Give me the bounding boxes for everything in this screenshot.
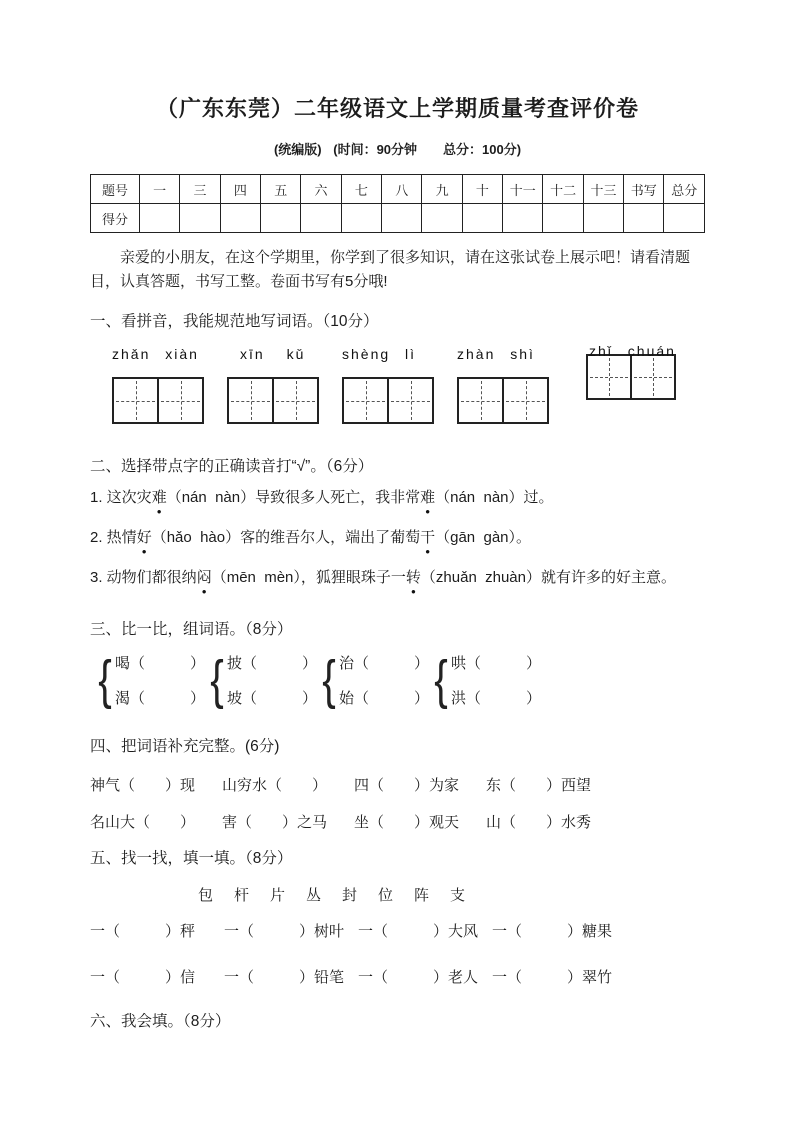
section5-heading: 五、找一找，填一填。（8分） [90, 850, 293, 867]
score-table-cell: 书写 [624, 175, 664, 204]
score-blank-cell [341, 204, 381, 233]
score-blank-cell [462, 204, 502, 233]
compare-word: 坡（ ） [227, 690, 318, 707]
brace-glyph [322, 651, 336, 709]
compare-word: 披（ ） [227, 655, 318, 672]
measure-blank: 一（ ）树叶 [224, 923, 345, 940]
measure-blank: 一（ ）信 [90, 969, 196, 986]
brace-group-2 [208, 651, 320, 709]
idiom-blank: 四（ ）为家 [354, 777, 460, 794]
section4-heading: 四、把词语补充完整。(6分) [90, 738, 280, 755]
score-table-cell: 五 [261, 175, 301, 204]
idiom-blank: 东（ ）西望 [486, 777, 592, 794]
writing-cell [588, 356, 630, 398]
pinyin-group-1 [112, 346, 204, 424]
writing-grid [112, 377, 204, 424]
sentence-text: （zhuǎn zhuàn）就有许多的好主意。 [420, 569, 676, 586]
question-item-1 [90, 479, 705, 516]
idiom-blank: 害（ ）之马 [222, 814, 328, 831]
measure-blank: 一（ ）糖果 [492, 923, 613, 940]
score-table-header-row [91, 175, 705, 204]
dotted-char: 转 [405, 569, 421, 586]
score-blank-cell [180, 204, 220, 233]
section2-heading: 二、选择带点字的正确读音打“√”。（6分） [90, 458, 374, 475]
page-title: （广东东莞）二年级语文上学期质量考查评价卷 [155, 96, 639, 121]
writing-cell [344, 379, 387, 422]
measure-blank: 一（ ）老人 [358, 969, 479, 986]
measure-blank: 一（ ）秤 [90, 923, 196, 940]
score-table [90, 174, 705, 233]
writing-cell [630, 356, 674, 398]
score-blank-cell [422, 204, 462, 233]
page-subtitle [90, 139, 705, 158]
pinyin-group-2 [227, 346, 319, 424]
sentence-text: 1. 这次灾 [90, 489, 152, 506]
brace-group-3 [320, 651, 432, 709]
section1-heading: 一、看拼音，我能规范地写词语。（10分） [90, 313, 379, 330]
pinyin-label: zhǐ chuán [589, 343, 676, 359]
score-table-cell: 十二 [543, 175, 583, 204]
idiom-blank: 神气（ ）现 [90, 777, 196, 794]
idiom-blank: 山穷水（ ） [222, 777, 328, 794]
writing-cell [157, 379, 202, 422]
pinyin-label: shèng lì [342, 346, 417, 362]
score-table-cell: 四 [220, 175, 260, 204]
measure-blank: 一（ ）翠竹 [492, 969, 613, 986]
measure-row-1 [90, 920, 705, 941]
score-table-cell: 一 [140, 175, 180, 204]
idiom-row-2 [90, 811, 705, 832]
writing-grid [227, 377, 319, 424]
score-blank-cell [220, 204, 260, 233]
idiom-row-1 [90, 774, 705, 795]
score-blank-cell [301, 204, 341, 233]
measure-blank: 一（ ）铅笔 [224, 969, 345, 986]
pinyin-writing-row [112, 343, 705, 424]
score-table-cell: 十 [462, 175, 502, 204]
score-blank-cell [382, 204, 422, 233]
score-table-cell: 十三 [583, 175, 623, 204]
idiom-blank: 坐（ ）观天 [354, 814, 460, 831]
intro-text: 亲爱的小朋友，在这个学期里，你学到了很多知识，请在这张试卷上展示吧！请看清题目，认真答题，书写工整。卷面书写有5分哦! [90, 249, 691, 290]
writing-cell [229, 379, 272, 422]
compare-word: 渴（ ） [115, 690, 206, 707]
measure-blank: 一（ ）大风 [358, 923, 479, 940]
idiom-blank: 山（ ）水秀 [486, 814, 592, 831]
brace-group-4 [432, 651, 544, 709]
compare-word: 洪（ ） [451, 690, 542, 707]
question-item-3 [90, 559, 705, 596]
sentence-text: （mēn mèn），狐狸眼珠子一 [211, 569, 406, 586]
score-table-cell: 三 [180, 175, 220, 204]
pinyin-label: zhàn shì [457, 346, 535, 362]
score-blank-cell [664, 204, 705, 233]
pinyin-group-5 [586, 343, 676, 400]
writing-grid [342, 377, 434, 424]
score-table-cell: 八 [382, 175, 422, 204]
score-table-score-row [91, 204, 705, 233]
writing-cell [272, 379, 317, 422]
dotted-char: 难 [151, 489, 167, 506]
dotted-char: 难 [420, 489, 436, 506]
score-blank-cell [543, 204, 583, 233]
question-item-2 [90, 519, 705, 556]
section3-heading: 三、比一比，组词语。（8分） [90, 621, 293, 638]
score-blank-cell [503, 204, 543, 233]
score-blank-cell [261, 204, 301, 233]
score-blank-cell [624, 204, 664, 233]
compare-word: 始（ ） [339, 690, 430, 707]
pinyin-group-4 [457, 346, 549, 424]
sentence-text: （nán nàn）过。 [435, 489, 554, 506]
dotted-char: 好 [136, 529, 152, 546]
dotted-char: 干 [420, 529, 436, 546]
writing-cell [459, 379, 502, 422]
sentence-text: 2. 热情 [90, 529, 137, 546]
brace-group-1 [96, 651, 208, 709]
brace-glyph [210, 651, 224, 709]
measure-word-bank: 包 杆 片 丛 封 位 阵 支 [198, 887, 469, 904]
dotted-char: 闷 [196, 569, 212, 586]
measure-row-2 [90, 966, 705, 987]
score-row-label: 得分 [91, 204, 140, 233]
score-table-cell: 六 [301, 175, 341, 204]
idiom-blank: 名山大（ ） [90, 814, 196, 831]
score-table-cell: 题号 [91, 175, 140, 204]
word-compare-row [96, 651, 705, 709]
score-blank-cell [583, 204, 623, 233]
writing-cell [502, 379, 547, 422]
sentence-text: （nán nàn）导致很多人死亡，我非常 [166, 489, 421, 506]
time-score-label: (时间：90分钟 总分：100分) [333, 142, 522, 157]
sentence-text: （hǎo hào）客的维吾尔人，端出了葡萄 [151, 529, 421, 546]
pinyin-label: xīn kǔ [240, 346, 306, 362]
writing-cell [114, 379, 157, 422]
brace-glyph [434, 651, 448, 709]
section6-heading: 六、我会填。（8分） [90, 1013, 231, 1030]
compare-word: 哄（ ） [451, 655, 542, 672]
score-blank-cell [140, 204, 180, 233]
score-table-cell: 总分 [664, 175, 705, 204]
sentence-text: 3. 动物们都很纳 [90, 569, 197, 586]
sentence-text: （gān gàn）。 [435, 529, 531, 546]
compare-word: 喝（ ） [115, 655, 206, 672]
score-table-cell: 七 [341, 175, 381, 204]
compare-word: 治（ ） [339, 655, 430, 672]
pinyin-label: zhǎn xiàn [112, 346, 199, 362]
score-table-cell: 十一 [503, 175, 543, 204]
score-table-cell: 九 [422, 175, 462, 204]
writing-cell [387, 379, 432, 422]
writing-grid [457, 377, 549, 424]
brace-glyph [98, 651, 112, 709]
edition-label: (统编版) [273, 142, 322, 157]
pinyin-group-3 [342, 346, 434, 424]
